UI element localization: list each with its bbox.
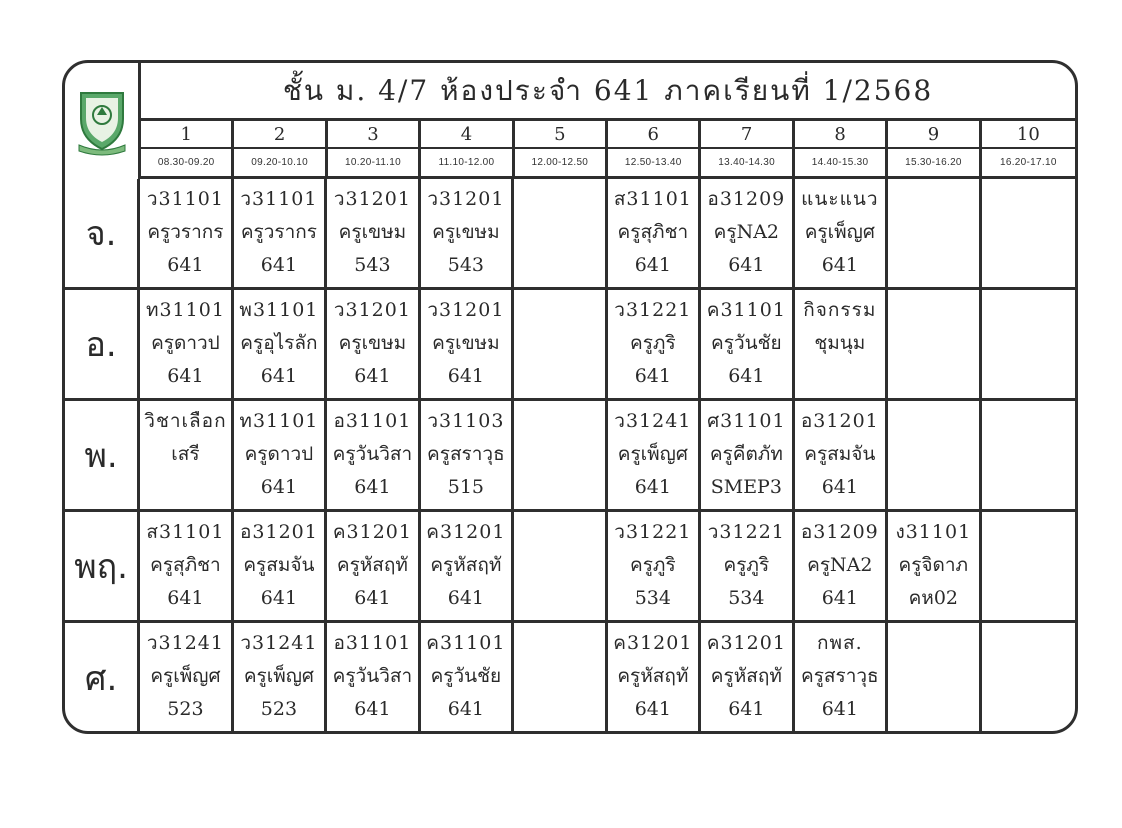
room-number: 641 bbox=[728, 254, 765, 276]
period-time-row bbox=[141, 149, 1075, 179]
day-row bbox=[65, 179, 1075, 290]
period-number: 9 bbox=[927, 123, 940, 145]
teacher-name: ครูอุไรลัก bbox=[240, 332, 318, 354]
schedule-cell bbox=[421, 290, 514, 398]
schedule-cell bbox=[888, 401, 981, 509]
teacher-name: ครูเพ็ญศ bbox=[804, 221, 875, 243]
period-time: 14.40-15.30 bbox=[811, 157, 869, 168]
teacher-name: ครูเพ็ญศ bbox=[617, 443, 688, 465]
day-row bbox=[65, 623, 1075, 732]
period-time: 13.40-14.30 bbox=[718, 157, 775, 168]
subject-code: ค31201 bbox=[613, 632, 693, 654]
teacher-name: ครูสราวุธ bbox=[427, 443, 505, 465]
period-number: 3 bbox=[367, 123, 379, 145]
subject-code: ท31101 bbox=[145, 299, 225, 321]
room-number: 641 bbox=[167, 365, 204, 387]
subject-code: วิชาเลือก bbox=[144, 410, 227, 432]
subject-code: ว31201 bbox=[427, 299, 505, 321]
schedule-cell bbox=[608, 290, 701, 398]
period-time-cell bbox=[141, 149, 234, 176]
subject-code: อ31101 bbox=[333, 632, 412, 654]
teacher-name: ครูหัสฤทั bbox=[336, 554, 408, 576]
schedule-cell bbox=[140, 623, 233, 732]
schedule-cell bbox=[888, 179, 981, 287]
teacher-name: ครูดาวป bbox=[151, 332, 220, 354]
room-number: 641 bbox=[634, 698, 671, 720]
schedule-cell bbox=[234, 290, 327, 398]
period-number: 8 bbox=[834, 123, 846, 145]
schedule-cell bbox=[888, 512, 981, 620]
room-number: 641 bbox=[728, 365, 765, 387]
teacher-name: ครูวันชัย bbox=[430, 665, 502, 687]
subject-code: ค31201 bbox=[426, 521, 506, 543]
teacher-name: ครูเพ็ญศ bbox=[243, 665, 314, 687]
subject-code: ว31241 bbox=[240, 632, 318, 654]
schedule-cell bbox=[982, 512, 1075, 620]
schedule-cell bbox=[514, 512, 607, 620]
schedule-cell bbox=[421, 401, 514, 509]
subject-code: ค31101 bbox=[426, 632, 506, 654]
period-time-cell bbox=[701, 149, 794, 176]
room-number: 641 bbox=[260, 254, 298, 276]
period-number-cell bbox=[421, 121, 514, 147]
teacher-name: ครูสราวุธ bbox=[800, 665, 879, 687]
room-number: 641 bbox=[260, 587, 298, 609]
teacher-name: ครูเขษม bbox=[432, 221, 500, 243]
room-number: 641 bbox=[821, 698, 858, 720]
period-time-cell bbox=[795, 149, 888, 176]
schedule-cell bbox=[327, 401, 420, 509]
subject-code: ค31201 bbox=[706, 632, 786, 654]
teacher-name: ครูเขษม bbox=[432, 332, 500, 354]
day-row bbox=[65, 512, 1075, 623]
subject-code: ว31201 bbox=[333, 299, 411, 321]
subject-code: อ31209 bbox=[707, 188, 786, 210]
room-number: 641 bbox=[821, 587, 858, 609]
schedule-cell bbox=[327, 512, 420, 620]
subject-code: ว31201 bbox=[333, 188, 411, 210]
teacher-name: ครูสมจัน bbox=[243, 554, 315, 576]
schedule-cell bbox=[795, 623, 888, 732]
schedule-cell bbox=[140, 401, 233, 509]
schedule-cell bbox=[234, 512, 327, 620]
page-title: ชั้น ม. 4/7 ห้องประจำ 641 ภาคเรียนที่ 1/2568 bbox=[282, 73, 934, 107]
subject-code: ค31201 bbox=[332, 521, 412, 543]
schedule-cell bbox=[701, 179, 794, 287]
room-number: 641 bbox=[354, 476, 391, 498]
room-number: 641 bbox=[447, 587, 485, 609]
teacher-name: ครูสุภิชา bbox=[150, 554, 221, 576]
period-time: 12.00-12.50 bbox=[531, 157, 589, 168]
schedule-cell bbox=[514, 401, 607, 509]
schedule-cell bbox=[888, 290, 981, 398]
period-time: 16.20-17.10 bbox=[1000, 157, 1057, 168]
room-number: 641 bbox=[354, 698, 391, 720]
period-time-cell bbox=[608, 149, 701, 176]
subject-code: กพส. bbox=[816, 632, 863, 654]
day-row bbox=[65, 401, 1075, 512]
teacher-name: ครูเพ็ญศ bbox=[150, 665, 221, 687]
subject-code: ว31101 bbox=[240, 188, 318, 210]
period-number: 1 bbox=[180, 123, 192, 145]
room-number: 534 bbox=[728, 587, 765, 609]
teacher-name: ครูวรากร bbox=[147, 221, 224, 243]
room-number: 641 bbox=[354, 587, 391, 609]
room-number: คห02 bbox=[908, 587, 959, 609]
day-label: พฤ. bbox=[65, 512, 140, 620]
school-logo-icon bbox=[75, 85, 129, 157]
schedule-cell bbox=[982, 623, 1075, 732]
period-number: 4 bbox=[460, 123, 473, 145]
teacher-name: ครูวรากร bbox=[240, 221, 317, 243]
schedule-cell bbox=[795, 512, 888, 620]
teacher-name: ครูดาวป bbox=[244, 443, 314, 465]
schedule-cell bbox=[514, 290, 607, 398]
teacher-name: ครูภูริ bbox=[630, 554, 676, 576]
room-number: SMEP3 bbox=[710, 476, 782, 498]
teacher-name: ครูวันวิสา bbox=[332, 443, 413, 465]
teacher-name: ครูNA2 bbox=[807, 554, 873, 576]
subject-code: อ31201 bbox=[239, 521, 318, 543]
day-row bbox=[65, 290, 1075, 401]
subject-code: แนะแนว bbox=[801, 188, 879, 210]
teacher-name: ครูภูริ bbox=[630, 332, 676, 354]
subject-code: พ31101 bbox=[239, 299, 319, 321]
schedule-cell bbox=[234, 623, 327, 732]
schedule-cell bbox=[982, 401, 1075, 509]
subject-code: กิจกรรม bbox=[803, 299, 877, 321]
schedule-cell bbox=[140, 512, 233, 620]
teacher-name: ครูหัสฤทั bbox=[430, 554, 502, 576]
period-number-cell bbox=[888, 121, 981, 147]
room-number: 641 bbox=[634, 476, 671, 498]
day-label: อ. bbox=[65, 290, 140, 398]
teacher-name: ครูภูริ bbox=[723, 554, 770, 576]
subject-code: ว31241 bbox=[146, 632, 224, 654]
subject-code: อ31209 bbox=[800, 521, 879, 543]
period-number-cell bbox=[608, 121, 701, 147]
schedule-cell bbox=[421, 179, 514, 287]
subject-code: ว31101 bbox=[146, 188, 224, 210]
room-number: 641 bbox=[167, 587, 204, 609]
room-number: 641 bbox=[447, 365, 485, 387]
schedule-cell bbox=[888, 623, 981, 732]
subject-code: ว31221 bbox=[707, 521, 785, 543]
schedule-cell bbox=[608, 401, 701, 509]
period-number: 6 bbox=[647, 123, 659, 145]
schedule-cell bbox=[701, 401, 794, 509]
room-number: 641 bbox=[167, 254, 204, 276]
period-time-cell bbox=[421, 149, 514, 176]
subject-code: ค31101 bbox=[706, 299, 786, 321]
schedule-cell bbox=[982, 179, 1075, 287]
schedule-cell bbox=[795, 290, 888, 398]
period-number-cell bbox=[701, 121, 794, 147]
period-time-cell bbox=[515, 149, 608, 176]
day-label: ศ. bbox=[65, 623, 140, 732]
schedule-cell bbox=[608, 179, 701, 287]
room-number: 543 bbox=[447, 254, 485, 276]
teacher-name: เสรี bbox=[171, 443, 200, 465]
subject-code: ส31101 bbox=[613, 188, 692, 210]
schedule-cell bbox=[608, 512, 701, 620]
schedule-cell bbox=[327, 179, 420, 287]
teacher-name: ครูหัสฤทั bbox=[710, 665, 782, 687]
period-number-cell bbox=[234, 121, 327, 147]
period-number-cell bbox=[795, 121, 888, 147]
room-number: 641 bbox=[728, 698, 765, 720]
period-time: 09.20-10.10 bbox=[251, 157, 308, 168]
schedule-cell bbox=[514, 623, 607, 732]
period-time-cell bbox=[234, 149, 327, 176]
period-number-cell bbox=[982, 121, 1075, 147]
schedule-cell bbox=[701, 623, 794, 732]
teacher-name: ครูวันวิสา bbox=[332, 665, 413, 687]
period-number: 5 bbox=[554, 123, 566, 145]
room-number: 534 bbox=[634, 587, 671, 609]
subject-code: ว31221 bbox=[614, 299, 692, 321]
teacher-name: ครูNA2 bbox=[713, 221, 780, 243]
schedule-cell bbox=[701, 512, 794, 620]
room-number: 523 bbox=[167, 698, 204, 720]
room-number: 641 bbox=[634, 365, 671, 387]
schedule-cell bbox=[140, 290, 233, 398]
subject-code: อ31201 bbox=[800, 410, 879, 432]
period-time: 11.10-12.00 bbox=[438, 157, 495, 168]
room-number: 641 bbox=[354, 365, 391, 387]
subject-code: ว31103 bbox=[427, 410, 505, 432]
schedule-cell bbox=[140, 179, 233, 287]
schedule-cell bbox=[795, 179, 888, 287]
subject-code: ว31241 bbox=[614, 410, 692, 432]
room-number: 641 bbox=[634, 254, 671, 276]
day-label: จ. bbox=[65, 179, 140, 287]
schedule-cell bbox=[327, 290, 420, 398]
schedule-cell bbox=[234, 179, 327, 287]
period-time-cell bbox=[888, 149, 981, 176]
room-number: 641 bbox=[260, 365, 298, 387]
period-time: 10.20-11.10 bbox=[345, 157, 401, 168]
schedule-cell bbox=[982, 290, 1075, 398]
period-time: 12.50-13.40 bbox=[624, 157, 682, 168]
schedule-grid bbox=[65, 179, 1075, 731]
schedule-cell bbox=[421, 623, 514, 732]
day-label: พ. bbox=[65, 401, 140, 509]
period-time: 15.30-16.20 bbox=[905, 157, 962, 168]
period-time-cell bbox=[982, 149, 1075, 176]
room-number: 641 bbox=[447, 698, 485, 720]
teacher-name: ครูสุภิชา bbox=[617, 221, 689, 243]
teacher-name: ครูเขษม bbox=[338, 221, 407, 243]
period-number: 7 bbox=[740, 123, 753, 145]
subject-code: ท31101 bbox=[239, 410, 319, 432]
schedule-cell bbox=[234, 401, 327, 509]
period-number-row bbox=[141, 121, 1075, 149]
period-number: 10 bbox=[1016, 123, 1040, 145]
subject-code: ว31221 bbox=[614, 521, 692, 543]
teacher-name: ครูหัสฤทั bbox=[617, 665, 689, 687]
teacher-name: ครูวันชัย bbox=[711, 332, 782, 354]
logo-cell bbox=[65, 63, 141, 179]
room-number: 543 bbox=[354, 254, 391, 276]
teacher-name: ครูจิดาภ bbox=[898, 554, 969, 576]
teacher-name: ครูคีตภัท bbox=[709, 443, 783, 465]
teacher-name: ครูสมจัน bbox=[804, 443, 876, 465]
schedule-cell bbox=[327, 623, 420, 732]
schedule-cell bbox=[795, 401, 888, 509]
teacher-name: ชุมนุม bbox=[814, 332, 866, 354]
timetable-frame bbox=[62, 60, 1078, 734]
subject-code: ง31101 bbox=[895, 521, 972, 543]
teacher-name: ครูเขษม bbox=[338, 332, 407, 354]
room-number: 523 bbox=[260, 698, 298, 720]
schedule-cell bbox=[608, 623, 701, 732]
subject-code: ศ31101 bbox=[707, 410, 786, 432]
subject-code: ส31101 bbox=[146, 521, 225, 543]
room-number: 641 bbox=[821, 476, 858, 498]
period-number: 2 bbox=[273, 123, 286, 145]
period-number-cell bbox=[328, 121, 421, 147]
period-time-cell bbox=[328, 149, 421, 176]
schedule-cell bbox=[514, 179, 607, 287]
title-row bbox=[141, 63, 1075, 121]
room-number: 641 bbox=[821, 254, 858, 276]
room-number: 641 bbox=[260, 476, 298, 498]
period-time: 08.30-09.20 bbox=[157, 157, 215, 168]
room-number: 515 bbox=[447, 476, 485, 498]
period-number-cell bbox=[515, 121, 608, 147]
subject-code: ว31201 bbox=[427, 188, 505, 210]
subject-code: อ31101 bbox=[333, 410, 412, 432]
schedule-cell bbox=[421, 512, 514, 620]
period-number-cell bbox=[141, 121, 234, 147]
schedule-cell bbox=[701, 290, 794, 398]
